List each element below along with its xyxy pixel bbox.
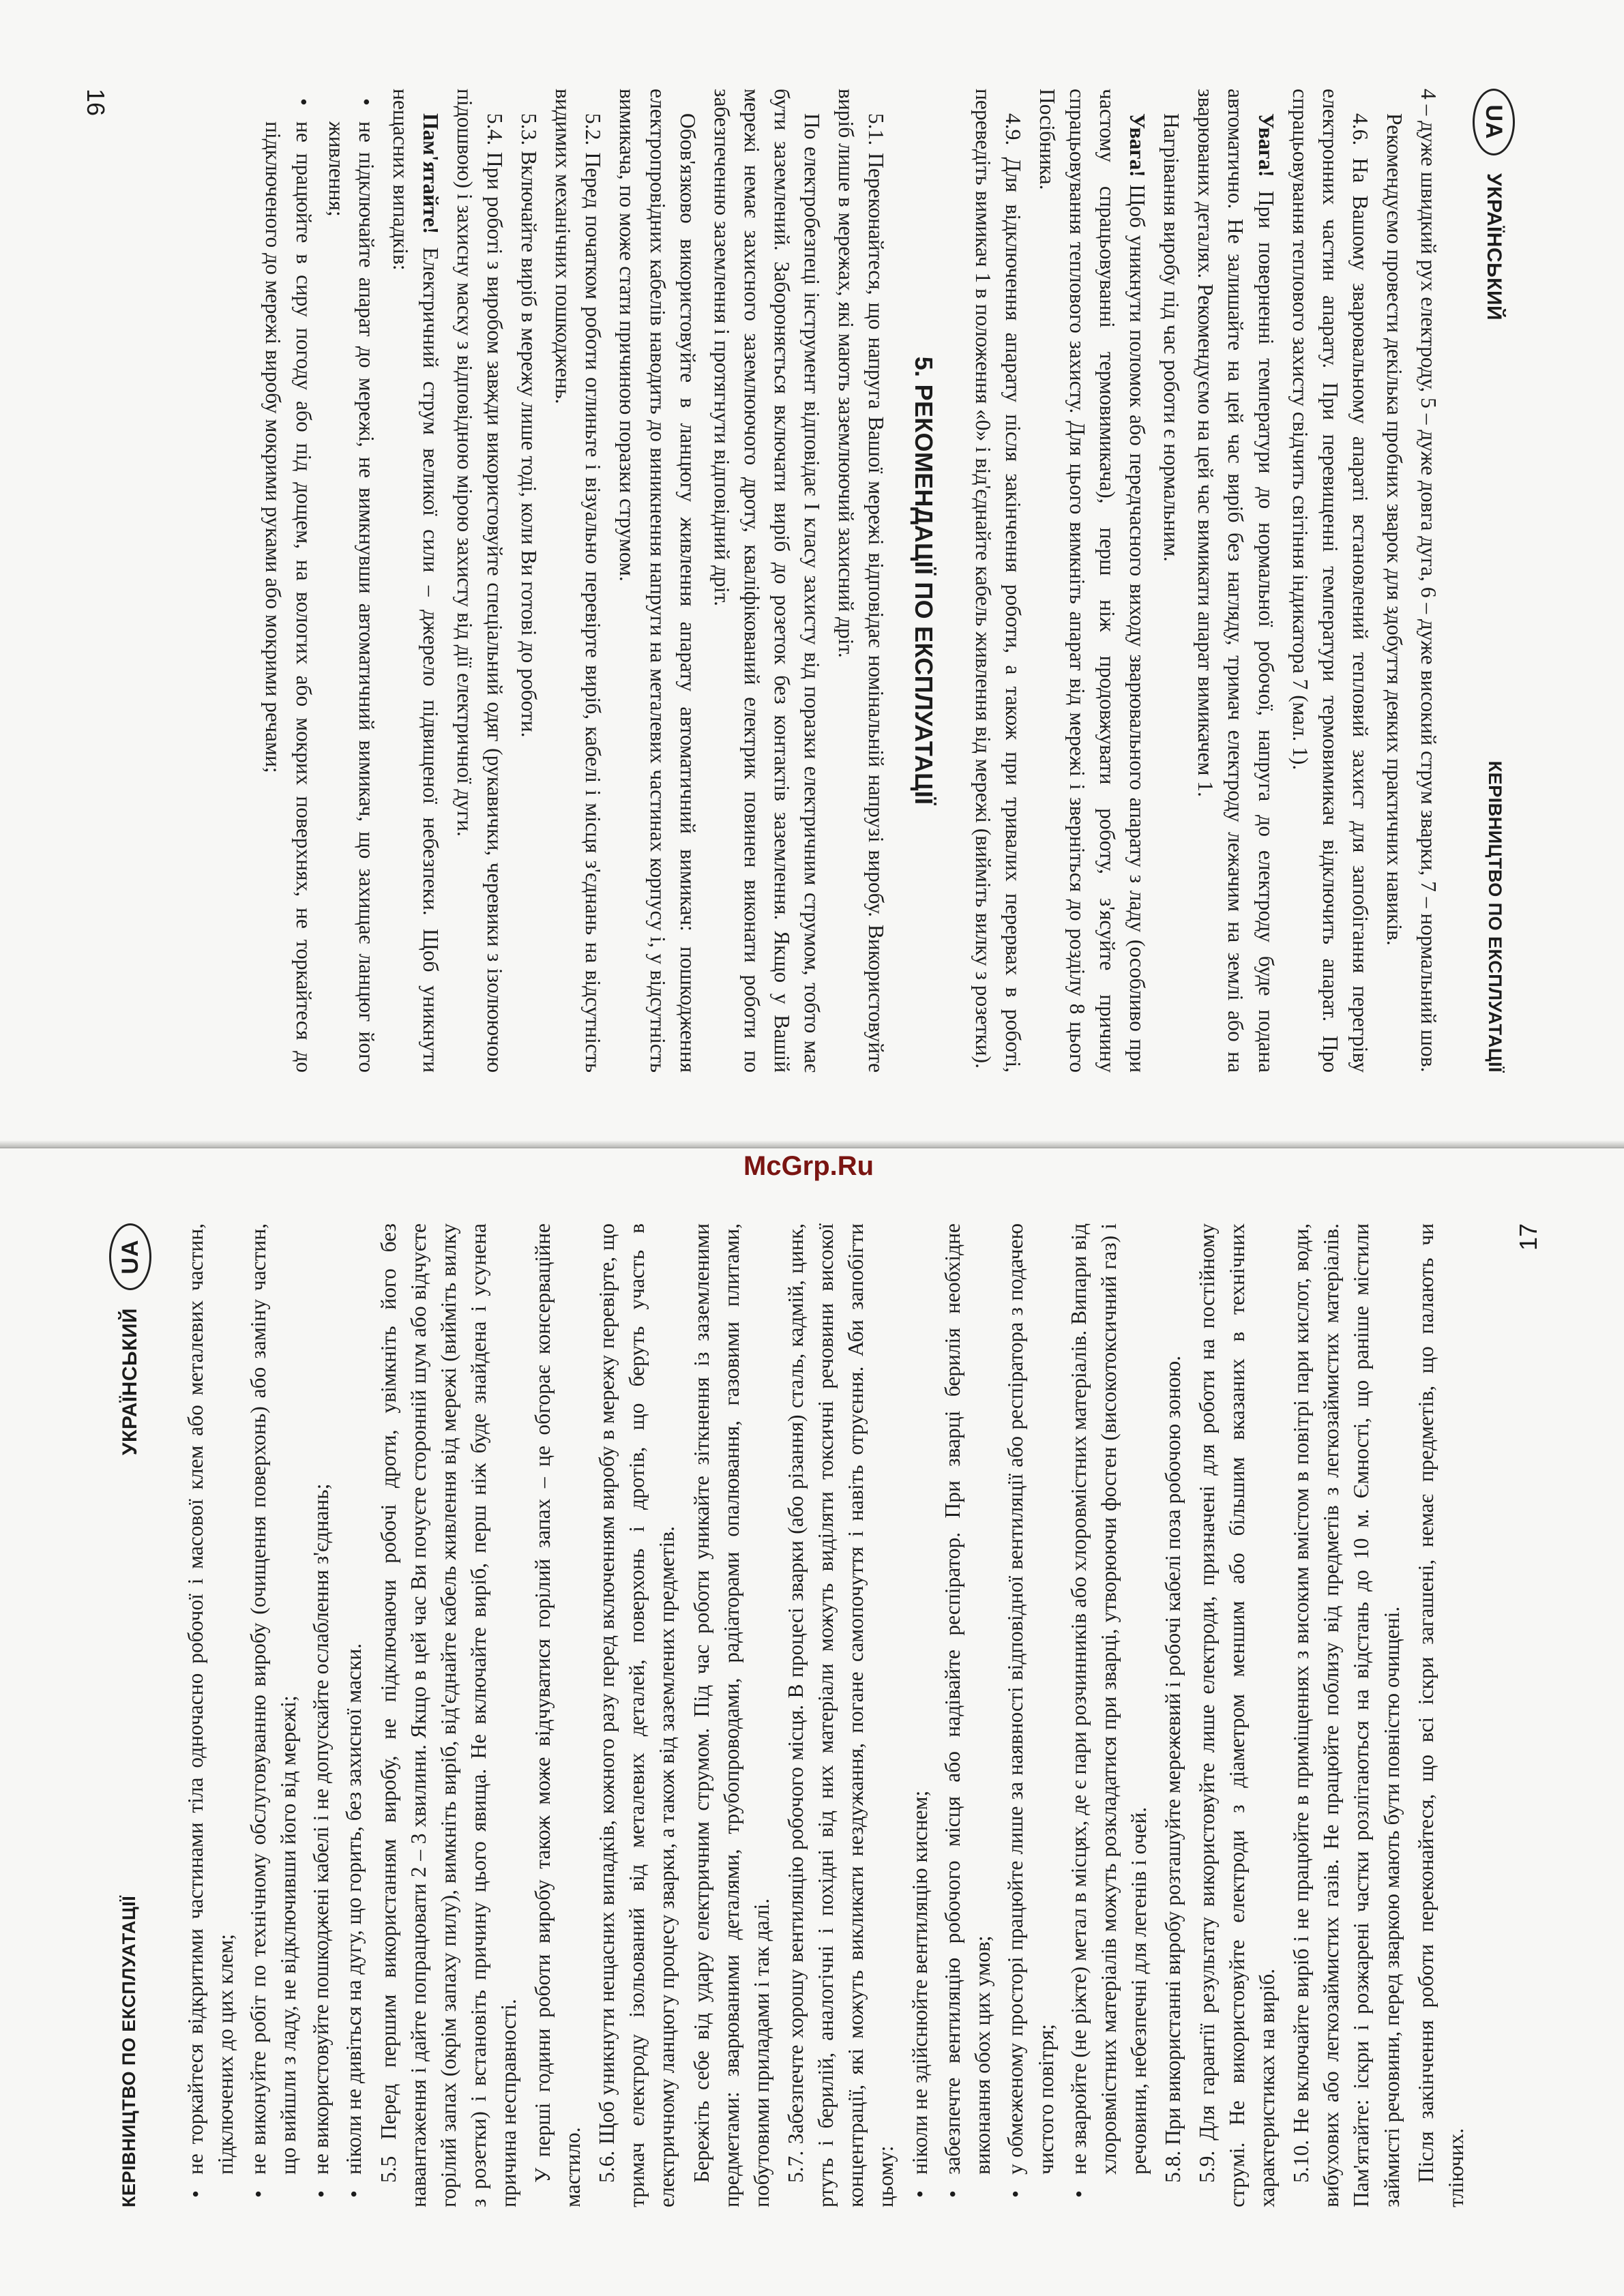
list-item: • не торкайтеся відкритими частинами тіла одночасно робочої і масової клем або металевих частин, підключених до цих клем; xyxy=(181,1223,241,2175)
language-name: УКРАЇНСЬКИЙ xyxy=(119,1308,141,1456)
language-label xyxy=(1473,89,1515,320)
list-item: • забезпечте вентиляцію робочого місця або надівайте респіратор. При зварці берилія необхідне виконання обох цих умов; xyxy=(938,1223,998,2175)
warning-text: При поверненні температури до нормальної робочої, напруга до електроду буде подана автоматично. Не залишайте на цей час виріб без нагляду, тримач електроду лежачим на землі або на зварюваних деталях. Рекомендуємо на цей час вимикати апарат вимикачем 1. xyxy=(1194,89,1278,1073)
paragraph: 5.10. Не включайте виріб і не працюйте в приміщеннях з високим вмістом в повітрі пари кислот, води, вибухових або легкозаймистих газів. Не працюйте поблизу від предметів з легкозаймистих матеріалів. Пам'ятайте: іскри і розжарені частки розлітаються на відстань до 10 м. Ємності, що раніше містили займисті речовини, перед зваркою мають бути повністю очищені. xyxy=(1289,1223,1404,2207)
page-number: 17 xyxy=(1514,1223,1542,1251)
paragraph: 5.3. Включайте виріб в мережу лише тоді, коли Ви готові до роботи. xyxy=(517,113,542,738)
paragraph: Обов'язково використовуйте в ланцюгу живлення апарату автоматичний вимикач: пошкодження електропровідних кабелів наводить до виникнення напруги на металевих частинах корпусу і, у відсутність вимикача, по може стати причиною поразки струмом. xyxy=(615,89,700,1073)
page-17-header xyxy=(102,1223,164,2207)
paragraph xyxy=(1032,89,1152,1073)
running-title: КЕРІВНИЦТВО ПО ЕКСПЛУАТАЦІЇ xyxy=(119,1895,139,2207)
paragraph: Бережіть себе від удару електричним струмом. Під час роботи уникайте зіткнення із заземленими предметами: зварюваними деталями, трубопроводами, радіаторами опалювання, газовими плитами, побутовими приладами і так далі. xyxy=(689,1223,773,2207)
ventilation-list xyxy=(905,1223,1154,2207)
paragraph: По електробезпеці інструмент відповідає I класу захисту від поразки електричним струмом, тобто має бути заземлений. Забороняється включати виріб до розеток без контактів заземлення. Якщо у Вашій мережі немає захисного заземлюючого дроту, кваліфікований електрик повинен виконати роботи по забезпеченню заземлення і протягнути відповідний дріт. xyxy=(709,89,825,1073)
ua-badge: UA xyxy=(109,1223,151,1290)
page-16-header xyxy=(1460,89,1522,1073)
paragraph: Нагрівання виробу під час роботи є нормальним. xyxy=(1160,113,1184,562)
paragraph: Після закінчення роботи переконайтеся, що всі іскри загашені, немає предметів, що палають чи тліючих. xyxy=(1413,1223,1468,2207)
list-item: • не використовуйте пошкоджені кабелі і не допускайте ослаблення з'єднань; xyxy=(306,1223,336,2175)
paragraph: 5.5 Перед першим використанням виробу, не підключаючи робочі дроти, увімкніть його без навантаження і дайте попрацювати 2 – 3 хвилини. Якщо в цей час Ви почуєте сторонній шум або відчуєте горілий запах (окрім запаху пилу), вимкніть виріб, від'єднайте кабель живлення від мережі (вийміть вилку з розетки) і встановіть причину цього явища. Не включайте виріб, перш ніж буде знайдена і усунена причина несправності. xyxy=(376,1223,520,2207)
paragraph: 5.4. При роботі з виробом завжди використовуйте спеціальний одяг (рукавички, черевики з ізолюючою підошвою) і захисну маску з відповідною мірою захисту від дії електричної дуги. xyxy=(452,89,507,1073)
page-16-body xyxy=(254,89,1443,1073)
warning-label: Увага! xyxy=(1254,113,1278,177)
list-item: • не підключайте апарат до мережі, не вимкнувши автоматичний вимикач, що захищає ланцюг його живлення; xyxy=(321,121,381,1073)
paragraph: 5.7. Забезпечте хорошу вентиляцію робочого місця. В процесі зварки (або різання) сталь, кадмій, цинк, ртуть і берилій, аналогічні і похідні від них матеріали можуть виділяти токсичні речовини високої концентрації, які можуть викликати нездужання, погане самопочуття і навіть отруєння. Аби запобігти цьому: xyxy=(783,1223,898,2207)
paragraph: У перші години роботи виробу також може відчуватися горілий запах – це обгорає консерваційне мастило. xyxy=(531,1223,585,2207)
paragraph: Рекомендуємо провести декілька пробних зварок для здобуття деяких практичних навиків. xyxy=(1382,113,1406,946)
remember-text: Електричний струм великої сили – джерело підвищеної небезпеки. Щоб уникнути нещасних випадків: xyxy=(388,89,443,1073)
section-heading: 5. РЕКОМЕНДАЦІЇ ПО ЕКСПЛУАТАЦІЇ xyxy=(909,356,938,805)
safety-list xyxy=(181,1223,370,2207)
watermark: McGrp.Ru xyxy=(743,1151,874,1181)
paragraph xyxy=(385,89,445,1073)
paragraph: 4.6. На Вашому зварювальному апараті встановлений тепловий захист для запобігання перегріву електронних частин апарату. При перевищенні температури термовимикач відключить апарат. Про спрацьовування теплового захисту свідчить світіння індикатора 7 (мал. 1). xyxy=(1288,89,1372,1073)
language-name: УКРАЇНСЬКИЙ xyxy=(1483,173,1505,321)
paragraph: 5.1. Переконайтеся, що напруга Вашої мережі відповідає номінальній напрузі виробу. Використовуйте виріб лише в мережах, які мають заземлюючий захисний дріт. xyxy=(834,89,889,1073)
page-17-frame xyxy=(0,1148,1624,2296)
list-item: • ніколи не дивіться на дугу, що горить, без захисної маски. xyxy=(339,1223,369,2175)
paragraph xyxy=(1190,89,1280,1073)
paragraph: 4.9. Для відключення апарату після закінчення роботи, а також при тривалих перервах в роботі, переведіть вимикач 1 в положення «0» і від'єднайте кабель живлення від мережі (вийміть вилку з розетки). xyxy=(971,89,1025,1073)
warning-text: Щоб уникнути поломок або передчасного виходу зварювального апарату з ладу (особливо при частому спрацьовуванні термовимикача), перш ніж продовжувати роботу, з'ясуйте причину спрацьовування теплового захисту. Для цього вимкніть апарат від мережі і зверніться до розділу 8 цього Посібника. xyxy=(1035,89,1150,1073)
paragraph: 5.9. Для гарантії результату використовуйте лише електроди, призначені для роботи на постійному струмі. Не використовуйте електроди з діаметром меншим або більшим вказаних в технічних характеристиках на виріб. xyxy=(1195,1223,1280,2207)
list-item: • у обмеженому просторі працюйте лише за наявності відповідної вентиляції або респіратора з подачею чистого повітря; xyxy=(1001,1223,1061,2175)
list-item: • не зварюйте (не ріжте) метал в місцях, де є пари розчинників або хлоровмістних матеріалів. Випари від хлоровмістних матеріалів можуть розкладатися при зварці, утворюючи фосген (високотоксичний газ) і речовини, небезпечні для легенів і очей. xyxy=(1064,1223,1154,2175)
paragraph: 5.8. При використанні виробу розташуйте мережевий і робочі кабелі поза робочою зоною. xyxy=(1160,1356,1185,2183)
paragraph: 4 – дуже швидкий рух електроду, 5 – дуже довга дуга, 6 – дуже високий струм зварки, 7 – нормальний шов. xyxy=(1417,89,1441,1073)
safety-list xyxy=(258,89,381,1073)
list-item: • не виконуйте робіт по технічному обслуговуванню виробу (очищення поверхонь) або заміну частин, що вийшли з ладу, не відключивши його від мережі; xyxy=(243,1223,304,2175)
page-17-sheet xyxy=(0,1148,1624,2296)
remember-label: Пам'ятайте! xyxy=(418,113,443,235)
warning-label: Увага! xyxy=(1125,113,1150,177)
paragraph: 5.6. Щоб уникнути нещасних випадків, кожного разу перед включенням виробу в мережу перевірте, що тримач електроду ізольований від металевих деталей, поверхонь і дротів, що беруть участь в електричному ланцюгу процесу зварки, а також від заземлених предметів. xyxy=(595,1223,679,2207)
paragraph: 5.2. Перед початком роботи оглиньте і візуально перевірте виріб, кабелі і місця з'єднань на відсутність видимих механічних пошкоджень. xyxy=(551,89,606,1073)
list-item: • ніколи не здійснюйте вентиляцію киснем; xyxy=(905,1223,935,2175)
ua-badge: UA xyxy=(1473,89,1515,155)
page-number: 16 xyxy=(82,89,110,117)
running-title: КЕРІВНИЦТВО ПО ЕКСПЛУАТАЦІЇ xyxy=(1485,760,1505,1073)
list-item: • не працюйте в сиру погоду або під дощем, на вологих або мокрих поверхнях, не торкайтеся до підключеного до мережі виробу мокрими руками або мокрими речами; xyxy=(258,121,318,1073)
language-label xyxy=(109,1223,151,1455)
page-17-body xyxy=(181,1223,1475,2207)
